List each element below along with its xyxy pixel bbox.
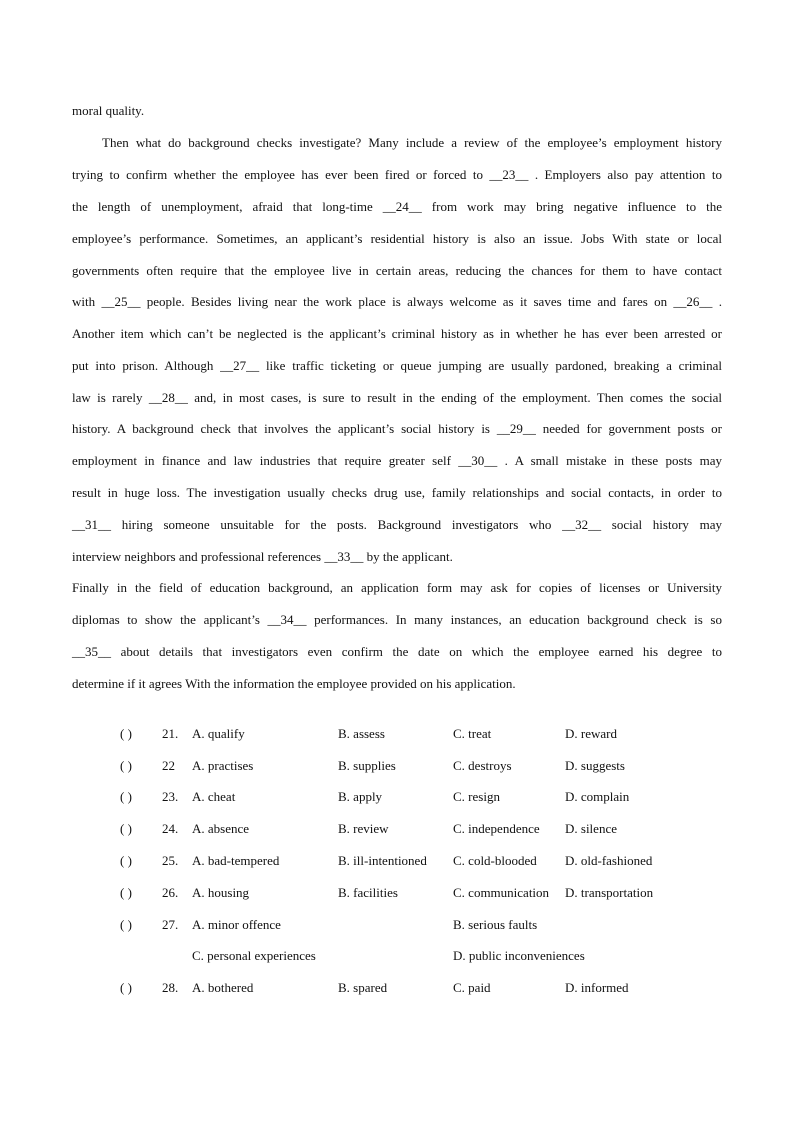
answer-bracket[interactable]: ( ) xyxy=(120,917,132,932)
option-c: C. communication xyxy=(453,885,550,900)
question-number: 21. xyxy=(162,726,179,741)
passage-line: employee’s performance. Sometimes, an applicant’s residential history is also an issue. Jobs With state or local xyxy=(72,231,722,246)
option-c: C. independence xyxy=(453,821,540,836)
passage-line: determine if it agrees With the information the employee provided on his application. xyxy=(72,676,516,691)
option-d: D. silence xyxy=(565,821,617,836)
option-b: B. serious faults xyxy=(453,917,538,932)
answer-bracket[interactable]: ( ) xyxy=(120,726,132,741)
option-b: B. ill-intentioned xyxy=(338,853,427,868)
answer-bracket[interactable]: ( ) xyxy=(120,853,132,868)
question-number: 27. xyxy=(162,917,179,932)
passage-line: __31__ hiring someone unsuitable for the posts. Background investigators who __32__ social history may xyxy=(72,517,722,532)
option-a: A. minor offence xyxy=(192,917,281,932)
answer-bracket[interactable]: ( ) xyxy=(120,821,132,836)
option-c: C. destroys xyxy=(453,758,512,773)
question-number: 24. xyxy=(162,821,179,836)
passage-line: interview neighbors and professional references __33__ by the applicant. xyxy=(72,549,453,564)
option-b: B. apply xyxy=(338,789,383,804)
option-a: A. qualify xyxy=(192,726,245,741)
answer-bracket[interactable]: ( ) xyxy=(120,885,132,900)
option-a: A. bad-tempered xyxy=(192,853,280,868)
question-number: 25. xyxy=(162,853,179,868)
passage-line: Then what do background checks investigate? Many include a review of the employee’s employment history xyxy=(102,135,722,150)
passage-line: the length of unemployment, afraid that long-time __24__ from work may bring negative influence to the xyxy=(72,199,722,214)
option-b: B. supplies xyxy=(338,758,396,773)
option-c: C. personal experiences xyxy=(192,948,316,963)
question-number: 22 xyxy=(162,758,175,773)
option-c: C. treat xyxy=(453,726,492,741)
option-b: B. facilities xyxy=(338,885,398,900)
passage-line: law is rarely __28__ and, in most cases, is sure to result in the ending of the employment. Then comes the social xyxy=(72,390,722,405)
question-number: 26. xyxy=(162,885,179,900)
option-b: B. review xyxy=(338,821,389,836)
answer-bracket[interactable]: ( ) xyxy=(120,758,132,773)
answer-bracket[interactable]: ( ) xyxy=(120,980,132,995)
option-d: D. public inconveniences xyxy=(453,948,585,963)
option-d: D. complain xyxy=(565,789,630,804)
option-d: D. transportation xyxy=(565,885,654,900)
passage-line: moral quality. xyxy=(72,103,145,118)
option-d: D. reward xyxy=(565,726,617,741)
option-a: A. cheat xyxy=(192,789,236,804)
passage-line: governments often require that the employee live in certain areas, reducing the chances for them to have contact xyxy=(72,263,722,278)
passage-line: employment in finance and law industries that require greater self __30__ . A small mistake in these posts may xyxy=(72,453,722,468)
passage-line: Finally in the field of education background, an application form may ask for copies of licenses or University xyxy=(72,580,722,595)
option-a: A. practises xyxy=(192,758,254,773)
passage-line: diplomas to show the applicant’s __34__ performances. In many instances, an education background check is so xyxy=(72,612,722,627)
passage-line: __35__ about details that investigators even confirm the date on which the employee earned his degree to xyxy=(72,644,722,659)
question-number: 23. xyxy=(162,789,179,804)
option-c: C. cold-blooded xyxy=(453,853,537,868)
passage-line: Another item which can’t be neglected is the applicant’s criminal history as in whether he has ever been arrested or xyxy=(72,326,722,341)
question-number: 28. xyxy=(162,980,179,995)
option-d: D. suggests xyxy=(565,758,625,773)
option-d: D. informed xyxy=(565,980,629,995)
option-d: D. old-fashioned xyxy=(565,853,653,868)
passage-line: trying to confirm whether the employee has ever been fired or forced to __23__ . Employers also pay attention to xyxy=(72,167,722,182)
option-c: C. paid xyxy=(453,980,491,995)
passage-line: history. A background check that involves the applicant’s social history is __29__ needed for government posts or xyxy=(72,421,722,436)
option-a: A. absence xyxy=(192,821,250,836)
option-a: A. bothered xyxy=(192,980,254,995)
answer-bracket[interactable]: ( ) xyxy=(120,789,132,804)
option-c: C. resign xyxy=(453,789,500,804)
option-b: B. spared xyxy=(338,980,388,995)
passage-line: put into prison. Although __27__ like traffic ticketing or queue jumping are usually pardoned, breaking a criminal xyxy=(72,358,722,373)
passage-line: with __25__ people. Besides living near the work place is always welcome as it saves time and fares on __26__ . xyxy=(72,294,722,309)
passage-line: result in huge loss. The investigation usually checks drug use, family relationships and social contacts, in order to xyxy=(72,485,722,500)
option-a: A. housing xyxy=(192,885,250,900)
option-b: B. assess xyxy=(338,726,385,741)
